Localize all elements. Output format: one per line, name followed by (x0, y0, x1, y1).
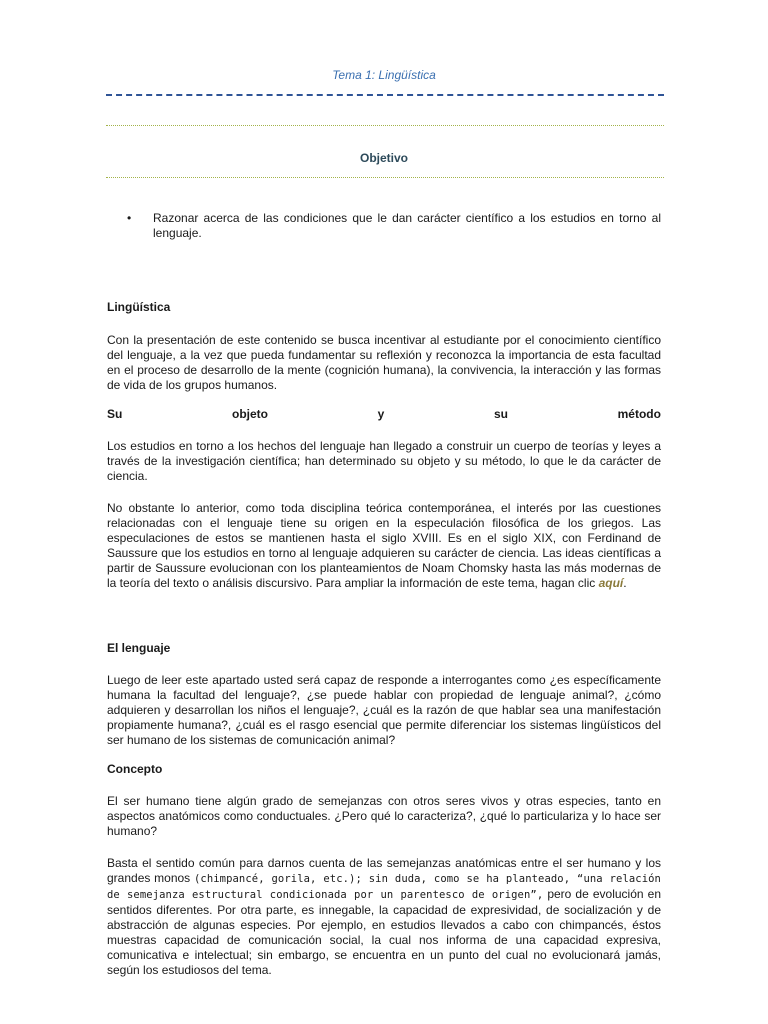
section-heading-concepto: Concepto (107, 762, 163, 776)
section-heading-objeto-metodo (107, 407, 661, 422)
bullet-icon: • (127, 211, 132, 225)
page-title: Tema 1: Lingüística (332, 68, 436, 82)
paragraph-objeto-2-text: No obstante lo anterior, como toda disciplina teórica contemporánea, el interés por las cuestiones relacionadas con el lenguaje tiene su origen en la especulación filosófica de los griegos. Las especulaciones de estos se mantienen hasta el siglo XVIII. Es en el siglo XIX, con Ferdinand de Saussure que los estudios en torno al lenguaje adquieren su carácter de ciencia. Las ideas científicas a partir de Saussure evolucionan con los planteamientos de Noam Chomsky hasta las más modernas de la teoría del texto o análisis discursivo. Para ampliar la información de este tema, hagan clic (107, 501, 661, 590)
paragraph-concepto-2-end: pero de evolución en sentidos diferentes. Por otra parte, es innegable, la capacidad de expresividad, de socialización y de abstracción de algunas especies. Por ejemplo, en estudios llevados a cabo con chimpancés, éstos muestras capacidad de comunicación social, la cual nos informa de una capacidad expresiva, comunicativa e intelectual; sin embargo, se encuentra en un punto del cual no evolucionará jamás, según los estudiosos del tema. (107, 887, 661, 977)
paragraph-lenguaje: Luego de leer este apartado usted será capaz de responde a interrogantes como ¿es específicamente humana la facultad del lenguaje?, ¿se puede hablar con propiedad de lenguaje animal?, ¿cómo adquieren y desarrollan los niños el lenguaje?, ¿cuál es la razón de que hablar sea una manifestación propiamente humana?, ¿cuál es el rasgo esencial que permite diferenciar los sistemas lingüísticos del ser humano de los sistemas de comunicación animal? (107, 673, 661, 747)
section-heading-linguistica: Lingüística (107, 300, 171, 314)
list-item (107, 211, 661, 241)
objective-divider-bottom (106, 177, 664, 178)
heading-word: y (377, 407, 385, 421)
header-divider (106, 94, 664, 96)
objective-text: Razonar acerca de las condiciones que le dan carácter científico a los estudios en torno al lenguaje. (153, 211, 661, 240)
paragraph-objeto-2-end: . (623, 576, 627, 590)
heading-word: su (493, 407, 508, 421)
objective-heading: Objetivo (359, 151, 408, 165)
objective-divider-top (106, 125, 664, 126)
paragraph-concepto-1: El ser humano tiene algún grado de semejanzas con otros seres vivos y otras especies, tanto en aspectos anatómicos como conductuales. ¿Pero qué lo caracteriza?, ¿qué lo particulariza y lo hace ser humano? (107, 794, 661, 838)
paragraph-concepto-2-quote: (chimpancé, gorila, etc.); sin duda, como se ha planteado, “una relación de semejanza estructural condicionada por un parentesco de origen”, (107, 873, 661, 901)
more-info-link[interactable]: aquí (598, 576, 624, 590)
objective-list (107, 211, 661, 241)
paragraph-linguistica: Con la presentación de este contenido se busca incentivar al estudiante por el conocimiento científico del lenguaje, a la vez que pueda fundamentar su reflexión y reconozca la importancia de esta facultad en el proceso de desarrollo de la mente (cognición humana), la convivencia, la interacción y las formas de vida de los grupos humanos. (107, 333, 661, 392)
paragraph-objeto-2 (107, 501, 661, 591)
paragraph-concepto-2 (107, 856, 661, 978)
heading-word: objeto (231, 407, 268, 421)
paragraph-objeto-1: Los estudios en torno a los hechos del lenguaje han llegado a construir un cuerpo de teorías y leyes a través de la investigación científica; han determinado su objeto y su método, lo que le da carácter de ciencia. (107, 439, 661, 483)
paragraph-concepto-2-start: Basta el sentido común para darnos cuenta de las semejanzas anatómicas entre el ser humano y los grandes monos (107, 856, 661, 885)
heading-word: método (617, 407, 661, 421)
heading-word: Su (107, 407, 123, 421)
document-body (107, 211, 661, 978)
section-heading-lenguaje: El lenguaje (107, 641, 171, 655)
